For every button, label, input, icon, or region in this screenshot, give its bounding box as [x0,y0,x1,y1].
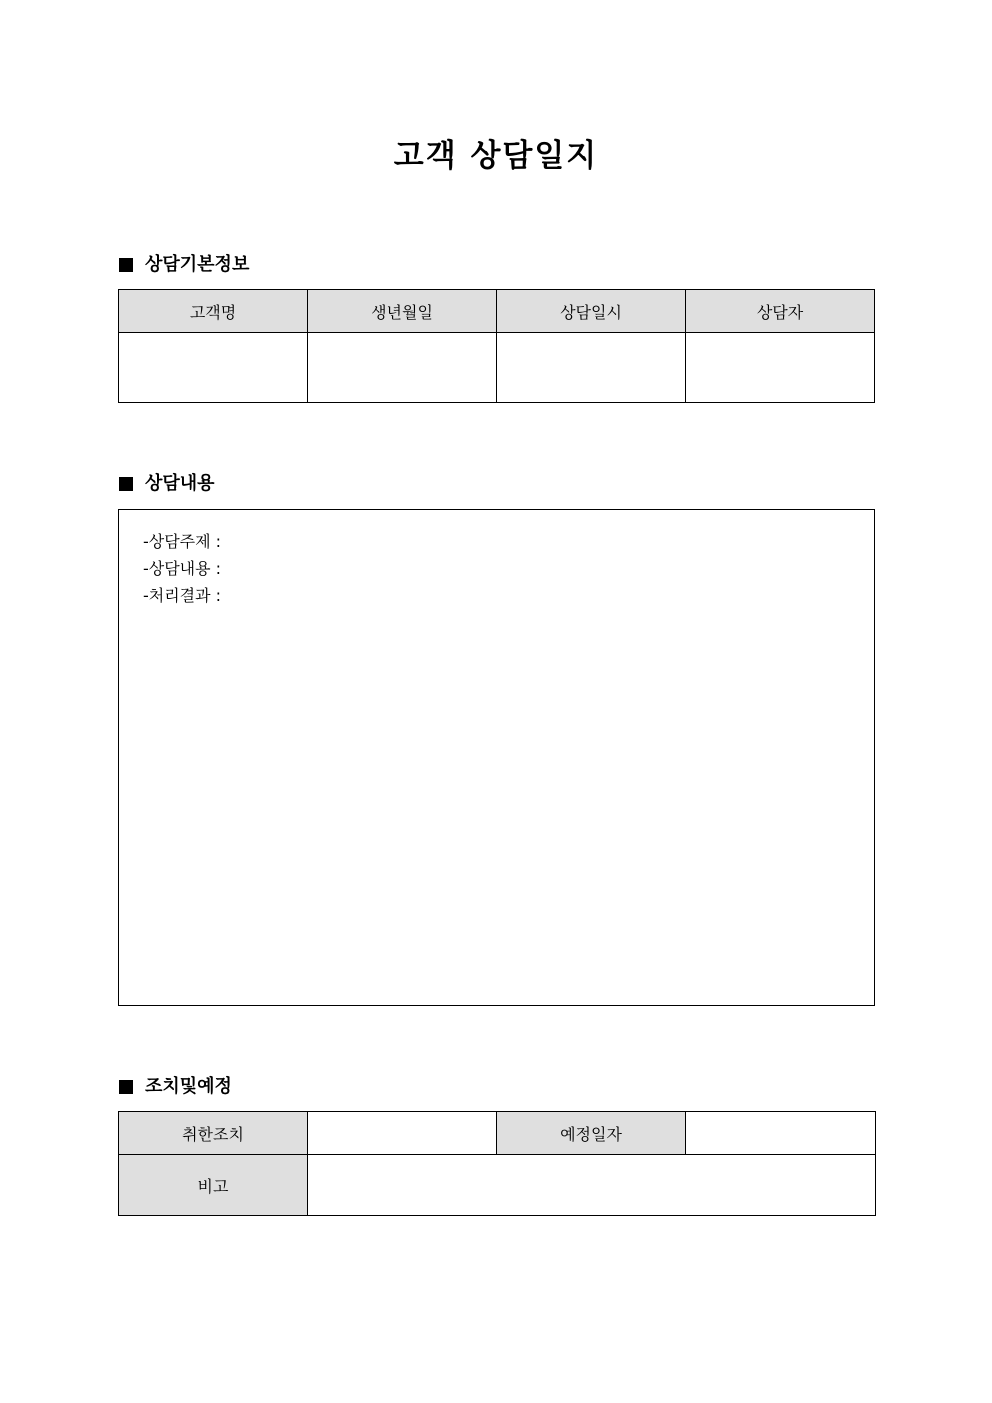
table-header-row [119,290,875,333]
action-taken-field[interactable] [308,1112,497,1155]
column-header-birth-date: 생년월일 [308,290,497,333]
remarks-label: 비고 [119,1155,308,1216]
page-title: 고객 상담일지 [393,138,599,174]
scheduled-date-label: 예정일자 [497,1112,686,1155]
section-heading-consultation [119,472,215,496]
consultant-field[interactable] [686,333,875,403]
basic-info-table [118,289,875,403]
section-heading-label: 상담기본정보 [145,254,250,275]
section-heading-label: 조치및예정 [145,1076,232,1097]
consultation-details-line: -상담내용 : [143,559,222,578]
consultation-datetime-field[interactable] [497,333,686,403]
consultation-content-box[interactable] [118,509,875,1006]
customer-name-field[interactable] [119,333,308,403]
birth-date-field[interactable] [308,333,497,403]
column-header-consultant: 상담자 [686,290,875,333]
column-header-consultation-datetime: 상담일시 [497,290,686,333]
consultation-lines [143,528,221,609]
scheduled-date-field[interactable] [686,1112,876,1155]
section-heading-basic-info [119,253,249,277]
section-heading-label: 상담내용 [145,473,215,494]
square-bullet-icon [119,258,133,272]
remarks-field[interactable] [308,1155,876,1216]
table-row [119,1155,876,1216]
actions-table [118,1111,876,1216]
section-heading-actions [119,1075,232,1099]
square-bullet-icon [119,1080,133,1094]
action-taken-label: 취한조치 [119,1112,308,1155]
consultation-result-line: -처리결과 : [143,586,222,605]
square-bullet-icon [119,477,133,491]
table-row [119,333,875,403]
column-header-customer-name: 고객명 [119,290,308,333]
consultation-topic-line: -상담주제 : [143,532,222,551]
table-row [119,1112,876,1155]
